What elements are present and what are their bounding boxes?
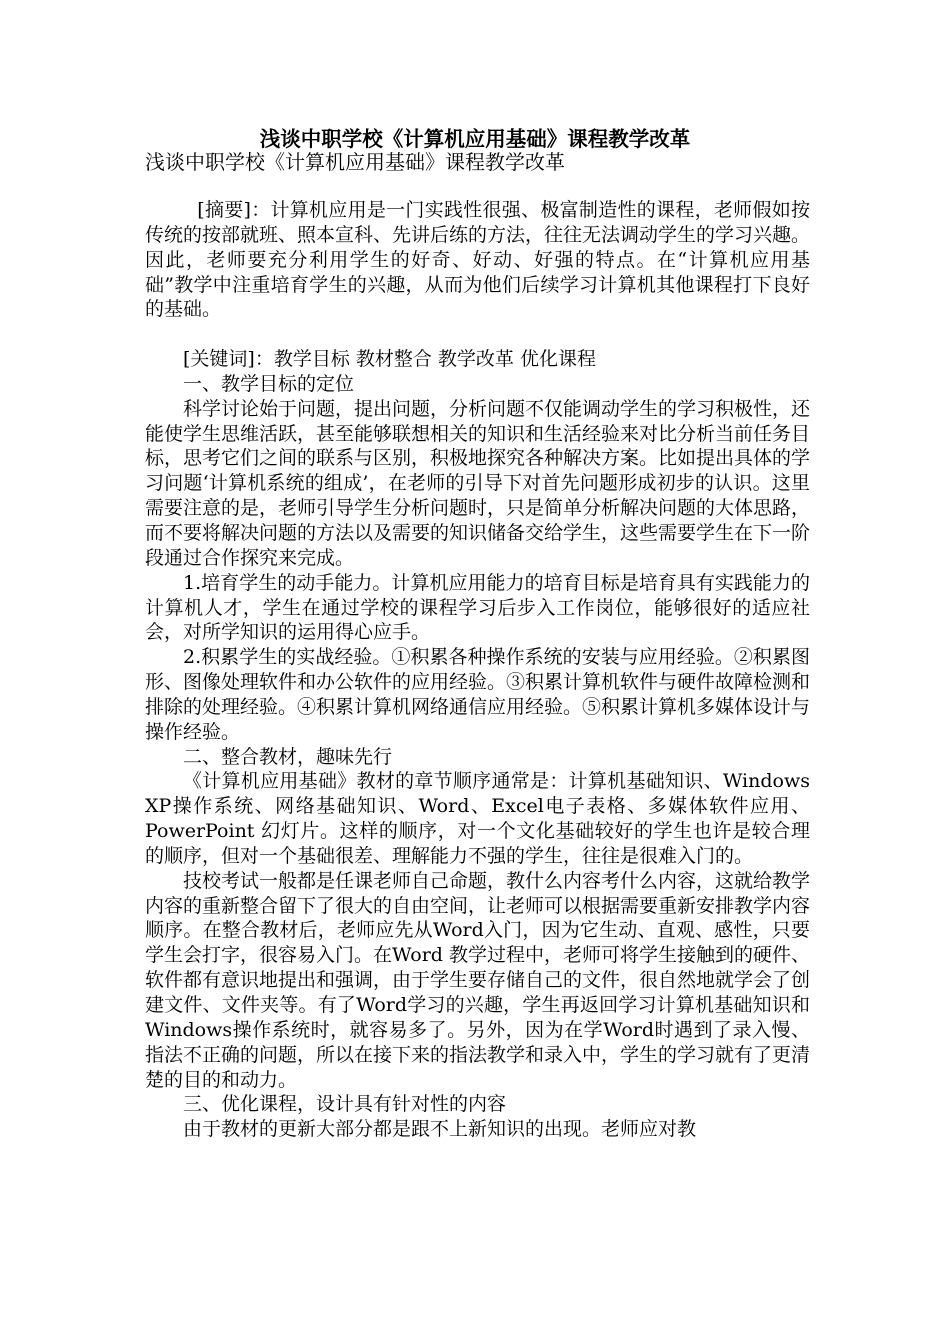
keywords-line: [关键词]：教学目标 教材整合 教学改革 优化课程 bbox=[183, 348, 596, 371]
section-2-paragraph-1: 《计算机应用基础》教材的章节顺序通常是：计算机基础知识、Windows XP操作系统、网络基础知识、Word、Excel电子表格、多媒体软件应用、PowerPoint 幻灯片。这样的顺序，对一个文化基础较好的学生也许是较合理的顺序，但对一个基础很差、理解能力不强的学生，往往是很难入门的。 bbox=[145, 770, 810, 867]
section-heading-3: 三、优化课程，设计具有针对性的内容 bbox=[183, 1093, 507, 1116]
section-3-paragraph-1: 由于教材的更新大部分都是跟不上新知识的出现。老师应对教 bbox=[183, 1118, 697, 1141]
document-title: 浅谈中职学校《计算机应用基础》课程教学改革 bbox=[259, 127, 691, 151]
document-body bbox=[145, 198, 810, 1142]
section-heading-2: 二、整合教材，趣味先行 bbox=[183, 745, 393, 768]
section-1-item-1: 1.培育学生的动手能力。计算机应用能力的培育目标是培育具有实践能力的计算机人才，学生在通过学校的课程学习后步入工作岗位，能够很好的适应社会，对所学知识的运用得心应手。 bbox=[145, 571, 810, 644]
document-subtitle: 浅谈中职学校《计算机应用基础》课程教学改革 bbox=[145, 150, 565, 174]
section-heading-1: 一、教学目标的定位 bbox=[183, 372, 355, 395]
section-1-paragraph: 科学讨论始于问题，提出问题，分析问题不仅能调动学生的学习积极性，还能使学生思维活跃，甚至能够联想相关的知识和生活经验来对比分析当前任务目标，思考它们之间的联系与区别，积极地探究各种解决方案。比如提出具体的学习问题‘计算机系统的组成’，在老师的引导下对首先问题形成初步的认识。这里需要注意的是，老师引导学生分析问题时，只是简单分析解决问题的大体思路，而不要将解决问题的方法以及需要的知识储备交给学生，这些需要学生在下一阶段通过合作探究来完成。 bbox=[145, 397, 811, 569]
section-2-paragraph-2: 技校考试一般都是任课老师自己命题，教什么内容考什么内容，这就给教学内容的重新整合留下了很大的自由空间，让老师可以根据需要重新安排教学内容顺序。在整合教材后，老师应先从Word入门，因为它生动、直观、感性，只要学生会打字，很容易入门。在Word 教学过程中，老师可将学生接触到的硬件、软件都有意识地提出和强调，由于学生要存储自己的文件，很自然地就学会了创建文件、文件夹等。有了Word学习的兴趣，学生再返回学习计算机基础知识和Windows操作系统时，就容易多了。另外，因为在学Word时遇到了录入慢、指法不正确的问题，所以在接下来的指法教学和录入中，学生的学习就有了更清楚的目的和动力。 bbox=[145, 869, 811, 1091]
abstract-paragraph: [摘要]：计算机应用是一门实践性很强、极富制造性的课程，老师假如按传统的按部就班、照本宣科、先讲后练的方法，往往无法调动学生的学习兴趣。因此，老师要充分利用学生的好奇、好动、好强的特点。在“计算机应用基础”教学中注重培育学生的兴趣，从而为他们后续学习计算机其他课程打下良好的基础。 bbox=[145, 199, 811, 321]
section-1-item-2: 2.积累学生的实战经验。①积累各种操作系统的安装与应用经验。②积累图形、图像处理软件和办公软件的应用经验。③积累计算机软件与硬件故障检测和排除的处理经验。④积累计算机网络通信应用经验。⑤积累计算机多媒体设计与操作经验。 bbox=[145, 646, 811, 743]
